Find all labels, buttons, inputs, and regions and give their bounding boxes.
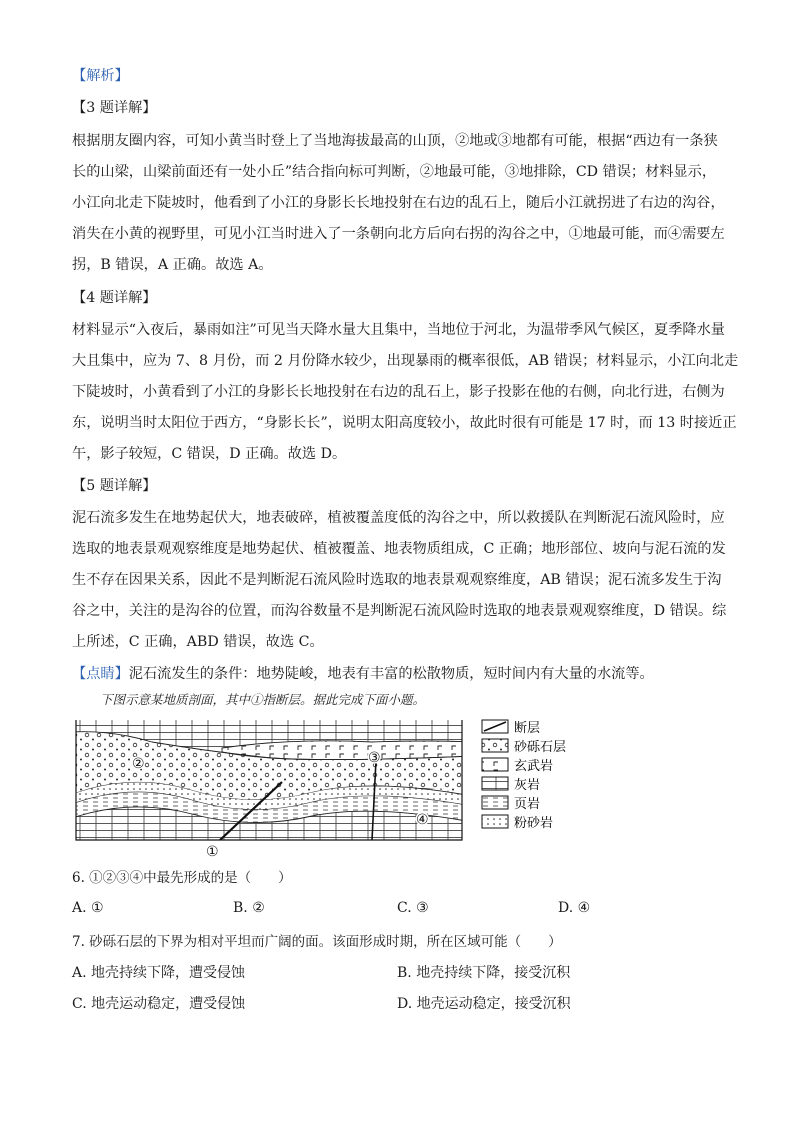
figure-legend bbox=[482, 720, 566, 831]
legend-gravel bbox=[482, 739, 566, 755]
q7-option-d[interactable]: D. 地壳运动稳定，接受沉积 bbox=[397, 996, 571, 1012]
q6-option-b[interactable]: B. ② bbox=[233, 900, 265, 916]
q4-line: 下陡坡时，小黄看到了小江的身影长长地投射在右边的乱石上，影子投影在他的右侧，向北行进，右侧为 bbox=[72, 384, 725, 400]
analysis-header: 【解析】 bbox=[72, 68, 129, 84]
q3-line: 消失在小黄的视野里，可见小江当时进入了一条朝向北方后向右拐的沟谷之中，①地最可能，而④需要左 bbox=[72, 226, 725, 242]
legend-limestone bbox=[482, 777, 540, 793]
q5-line: 泥石流多发生在地势起伏大，地表破碎，植被覆盖度低的沟谷之中，所以救援队在判断泥石流风险时，应 bbox=[72, 510, 725, 526]
q3-line: 拐，B 错误，A 正确。故选 A。 bbox=[72, 257, 273, 273]
legend-shale bbox=[482, 796, 540, 812]
q6-option-a[interactable]: A. ① bbox=[72, 900, 104, 916]
q7-stem: 7. 砂砾石层的下界为相对平坦而广阔的面。该面形成时期，所在区域可能（ ） bbox=[72, 934, 562, 950]
legend-label-shale: 页岩 bbox=[514, 797, 541, 812]
q4-line: 东，说明当时太阳位于西方，“身影长长”，说明太阳高度较小，故此时很有可能是 17 时，而 13 时接近正 bbox=[72, 415, 737, 431]
tip-label: 【点睛】 bbox=[72, 666, 129, 682]
legend-siltstone bbox=[482, 815, 553, 831]
q3-line: 小江向北走下陡坡时，他看到了小江的身影长长地投射在右边的乱石上，随后小江就拐进了右边的沟谷， bbox=[72, 195, 725, 211]
tip-text: 泥石流发生的条件：地势陡峻，地表有丰富的松散物质，短时间内有大量的水流等。 bbox=[128, 666, 654, 682]
q4-header: 【4 题详解】 bbox=[72, 290, 157, 306]
q5-line: 生不存在因果关系，因此不是判断泥石流风险时选取的地表景观观察维度，AB 错误；泥石流多发生于沟 bbox=[72, 572, 722, 588]
legend-fault bbox=[482, 720, 540, 736]
tip-row bbox=[72, 664, 654, 684]
legend-label-fault: 断层 bbox=[514, 721, 541, 736]
legend-label-basalt: 玄武岩 bbox=[514, 759, 554, 774]
marker-2: ② bbox=[132, 756, 145, 772]
marker-1: ① bbox=[206, 844, 219, 860]
q7-option-a[interactable]: A. 地壳持续下降，遭受侵蚀 bbox=[72, 965, 246, 981]
marker-3: ③ bbox=[368, 750, 381, 766]
q3-line: 根据朋友圈内容，可知小黄当时登上了当地海拔最高的山顶，②地或③地都有可能，根据“西边有一条狭 bbox=[72, 133, 718, 149]
q7-option-c[interactable]: C. 地壳运动稳定，遭受侵蚀 bbox=[72, 996, 246, 1012]
legend-label-gravel: 砂砾石层 bbox=[514, 740, 567, 755]
marker-4: ④ bbox=[416, 812, 429, 828]
q5-header: 【5 题详解】 bbox=[72, 478, 157, 494]
q7-option-b[interactable]: B. 地壳持续下降，接受沉积 bbox=[397, 965, 571, 981]
q6-stem: 6. ①②③④中最先形成的是（ ） bbox=[72, 870, 292, 886]
q5-line: 谷之中，关注的是沟谷的位置，而沟谷数量不是判断泥石流风险时选取的地表景观观察维度，D 错误。综 bbox=[72, 603, 727, 619]
q6-option-c[interactable]: C. ③ bbox=[397, 900, 429, 916]
q5-line: 选取的地表景观观察维度是地势起伏、植被覆盖、地表物质组成，C 正确；地形部位、坡向与泥石流的发 bbox=[72, 541, 726, 557]
q4-line: 午，影子较短，C 错误，D 正确。故选 D。 bbox=[72, 446, 347, 462]
q3-header: 【3 题详解】 bbox=[72, 100, 157, 116]
legend-label-siltstone: 粉砂岩 bbox=[514, 816, 554, 831]
legend-label-limestone: 灰岩 bbox=[514, 778, 541, 793]
legend-basalt bbox=[482, 758, 553, 774]
q4-line: 材料显示“入夜后，暴雨如注”可见当天降水量大且集中，当地位于河北，为温带季风气候区，夏季降水量 bbox=[72, 322, 725, 338]
q6-option-d[interactable]: D. ④ bbox=[558, 900, 591, 916]
q5-line: 上所述，C 正确，ABD 错误，故选 C。 bbox=[72, 634, 324, 650]
geologic-section-figure bbox=[72, 712, 612, 862]
figure-caption: 下图示意某地质剖面，其中①指断层。据此完成下面小题。 bbox=[100, 692, 426, 707]
q3-line: 长的山梁，山梁前面还有一处小丘”结合指向标可判断，②地最可能，③地排除，CD 错误；材料显示， bbox=[72, 164, 717, 180]
q4-line: 大且集中，应为 7、8 月份，而 2 月份降水较少，出现暴雨的概率很低，AB 错误；材料显示，小江向北走 bbox=[72, 353, 739, 369]
